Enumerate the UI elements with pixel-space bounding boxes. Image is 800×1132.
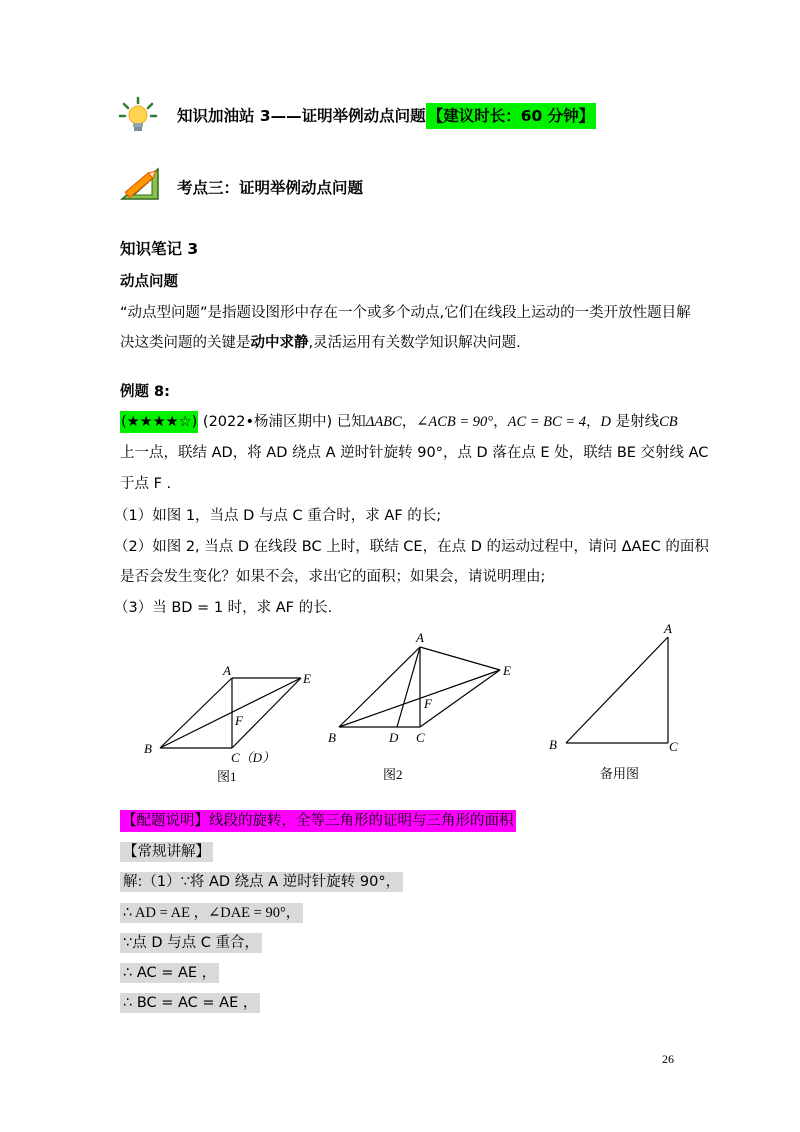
routine-text: 【常规讲解】 xyxy=(120,842,213,862)
notes-paragraph-1: “动点型问题”是指题设图形中存在一个或多个动点,它们在线段上运动的一类开放性题目解 xyxy=(120,305,691,321)
page-title xyxy=(177,104,596,126)
section-title: 考点三：证明举例动点问题 xyxy=(177,179,364,197)
fig1-label-E: E xyxy=(303,671,311,686)
fig2-line-CE xyxy=(420,670,500,727)
example-line1-tri: ΔABC xyxy=(365,414,402,430)
example-line-3: 于点 F . xyxy=(120,476,172,492)
example-line1-angle: ∠ACB = 90° xyxy=(416,414,494,430)
routine-heading xyxy=(120,841,213,863)
lightbulb-icon xyxy=(118,96,158,136)
example-line1-c: ， xyxy=(493,414,508,430)
example-line-1 xyxy=(120,411,678,433)
fig3-label-B: B xyxy=(549,737,557,752)
solution-step-4-text: ∴ AC = AE ， xyxy=(120,963,219,983)
example-line1-eq: AC = BC = 4 xyxy=(507,414,586,430)
solution-step-2 xyxy=(120,902,303,924)
notes-heading: 知识笔记 3 xyxy=(120,240,199,258)
notes-paragraph-2 xyxy=(120,332,521,354)
solution-step-3 xyxy=(120,932,262,954)
fig2-label-B: B xyxy=(328,730,336,745)
solution-step-1 xyxy=(120,871,403,893)
title-main: 知识加油站 3——证明举例动点问题 xyxy=(177,107,426,125)
fig1-label-B: B xyxy=(144,741,152,756)
fig2-label-E: E xyxy=(503,663,511,678)
notes-para2-a: 决这类问题的关键是 xyxy=(120,335,251,351)
fig1-line-BE xyxy=(160,678,301,748)
solution-step-5 xyxy=(120,992,260,1014)
notes-para2-bold: 动中求静 xyxy=(250,335,309,351)
solution-step-4 xyxy=(120,962,219,984)
question-1: （1）如图 1，当点 D 与点 C 重合时，求 AF 的长; xyxy=(114,508,442,524)
fig2-label-D: D xyxy=(389,730,399,745)
fig3-caption: 备用图 xyxy=(600,766,640,781)
fig3-line-AB xyxy=(566,637,668,743)
fig2-label-C: C xyxy=(416,730,425,745)
question-2a: （2）如图 2, 当点 D 在线段 BC 上时，联结 CE，在点 D 的运动过程中，请问 ΔAEC 的面积 xyxy=(114,539,709,555)
fig1-label-CD: C（D） xyxy=(231,750,276,765)
fig1-label-A: A xyxy=(223,663,231,678)
fig2-caption: 图2 xyxy=(383,767,403,782)
fig2-label-A: A xyxy=(416,630,424,645)
fig3-label-C: C xyxy=(669,739,678,754)
example-line1-a: (2022•杨浦区期中) 已知 xyxy=(198,414,366,430)
fig1-caption: 图1 xyxy=(217,769,237,784)
notes-para2-b: ,灵活运用有关数学知识解决问题. xyxy=(308,335,521,351)
fig2-label-F: F xyxy=(424,696,432,711)
example-label: 例题 8: xyxy=(120,384,170,400)
fig1-line-AB xyxy=(160,678,232,748)
difficulty-stars: (★★★★☆) xyxy=(120,411,198,433)
solution-step-5-text: ∴ BC = AC = AE ， xyxy=(120,993,260,1013)
figure-2 xyxy=(325,625,525,785)
example-line1-e: 是射线 xyxy=(610,414,660,430)
example-line-2: 上一点，联结 AD，将 AD 绕点 A 逆时针旋转 90°，点 D 落在点 E 处，联结 BE 交射线 AC xyxy=(120,445,709,461)
example-line1-D: D xyxy=(600,414,611,430)
example-line1-CB: CB xyxy=(659,414,678,430)
page-number: 26 xyxy=(662,1052,674,1066)
question-2b: 是否会发生变化？如果不会，求出它的面积；如果会，请说明理由; xyxy=(120,569,546,585)
fig2-line-AB xyxy=(339,647,420,727)
ruler-pencil-icon xyxy=(118,163,164,203)
notes-subheading: 动点问题 xyxy=(120,274,178,290)
solution-step-3-text: ∵点 D 与点 C 重合， xyxy=(120,933,262,953)
figure-3 xyxy=(540,615,700,785)
design-note-text: 【配题说明】线段的旋转，全等三角形的证明与三角形的面积 xyxy=(120,810,516,832)
fig2-line-AE xyxy=(420,647,500,670)
title-time-badge: 【建议时长：60 分钟】 xyxy=(426,103,596,129)
solution-step-1-text: 解:（1）∵将 AD 绕点 A 逆时针旋转 90°， xyxy=(120,872,403,892)
figure-1 xyxy=(135,655,315,790)
example-line1-d: ， xyxy=(585,414,601,430)
fig3-label-A: A xyxy=(664,621,672,636)
question-3: （3）当 BD = 1 时，求 AF 的长. xyxy=(114,600,333,616)
solution-step-2-text: ∴ AD = AE ，∠DAE = 90°， xyxy=(120,903,303,923)
design-note xyxy=(120,810,516,832)
fig1-label-F: F xyxy=(235,713,243,728)
example-line1-b: ， xyxy=(401,414,417,430)
